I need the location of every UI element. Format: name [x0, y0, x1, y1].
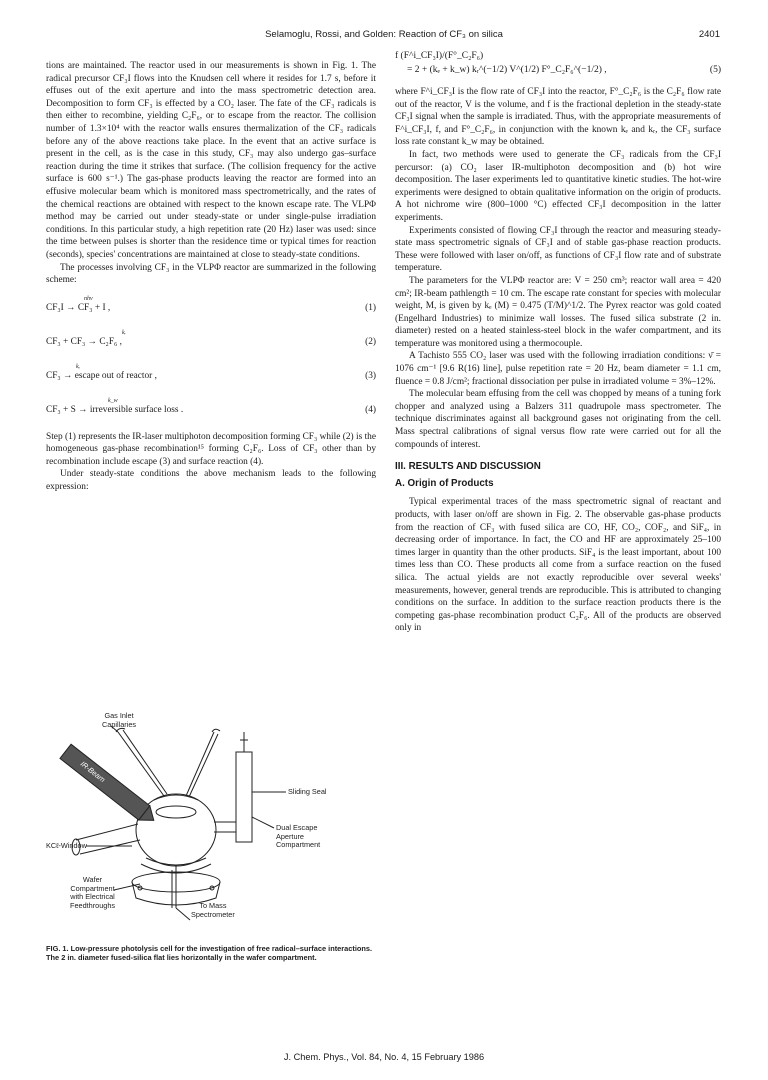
label-ir-beam: IR-Beam [78, 759, 107, 785]
equation-text: f (F^i_CF₃I)/(F°_C₂F₆) [395, 51, 484, 61]
paragraph: The processes involving CF₃ in the VLPΦ reactor are summarized in the following scheme: [46, 262, 376, 286]
label-dual-escape: Dual Escape Aperture Compartment [276, 823, 321, 849]
equation-arrow-label: k_w [108, 397, 118, 404]
left-column [46, 60, 376, 494]
equation-5 [395, 50, 721, 84]
figure-1 [46, 712, 376, 922]
paragraph: Experiments consisted of flowing CF₃I through the reactor and measuring steady-state mass spectrometric signals of CF₃I and of stable gas-phase reaction products. These were followed with laser on/off, as functions of CF₃I flow rate and of substrate temperature. [395, 225, 721, 274]
equation-4 [46, 398, 376, 420]
equation-number: (1) [365, 302, 376, 313]
label-kcl-window: KCℓ-Window [46, 841, 87, 850]
equation-number: (2) [365, 336, 376, 347]
page-number: 2401 [698, 29, 720, 40]
journal-footer: J. Chem. Phys., Vol. 84, No. 4, 15 February 1986 [283, 1052, 485, 1062]
equation-number: (4) [365, 404, 376, 415]
right-column [395, 50, 721, 635]
paragraph: Step (1) represents the IR-laser multiphoton decomposition forming CF₃ while (2) is the homogeneous gas-phase recombination¹⁵ forming C₂F₆. Loss of CF₃ other than by recombination include escape (3) and surface reaction (4). [46, 431, 376, 467]
paragraph: Under steady-state conditions the above mechanism leads to the following expression: [46, 469, 376, 493]
paragraph: The molecular beam effusing from the cell was chopped by means of a tuning fork chopper and analyzed using a Balzers 311 quadrupole mass spectrometer. The technique discriminates against all background gases not originating from the cell. Mass spectral calibrations of signal versus flow rate were carried out for all the compounds of interest. [395, 389, 721, 450]
equation-2 [46, 330, 376, 352]
paragraph: The parameters for the VLPΦ reactor are: V = 250 cm³; reactor wall area = 420 cm²; IR-beam pathlength = 10 cm. The escape rate constant for species with molecular weight, M, is given by kₑ (M) = 0.475 (T/M)^1/2. The Pyrex reactor was gold coated (Engelhard Industries) to minimize wall losses. The fused silica substrate (2 in. diameter) rested on a heated stainless-steel block in the wafer compartment, and its temperature was monitored using a thermocouple. [395, 275, 721, 349]
equation-number: (3) [365, 370, 376, 381]
figure-caption: FIG. 1. Low-pressure photolysis cell for the investigation of free radical–surface interactions. The 2 in. diameter fused-silica flat lies horizontally in the wafer compartment. [46, 944, 373, 963]
section-heading: III. RESULTS AND DISCUSSION [395, 461, 541, 473]
paragraph: In fact, two methods were used to generate the CF₃ radicals from the CF₃I percursor: (a) CO₂ laser IR-multiphoton decomposition and (b) hot wire decomposition. The laser experiments led to quantitative kinetic studies. The hot-wire experiments were designed to obtain qualitative information on the origin of products. A hot nichrome wire (800–1000 °C) effected CF₃I decomposition in the latter experiments. [395, 149, 721, 223]
equation-1 [46, 296, 376, 318]
paragraph: Typical experimental traces of the mass spectrometric signal of reactant and products, with laser on/off are shown in Fig. 2. The observable gas-phase products from the reaction of CF₃ with fused silica are CO, HF, CO₂, COF₂, and SiF₄, in decreasing order of importance. In fact, the CO and HF are approximately 25–100 times larger in quantity than the other products. SiF₄ is the least important, about 100 times less than CO. These products all come from a surface reaction on the fused silica. The actual yields are not exactly reproducible over several weeks' measurements, however, general trends are reproducible. This is attributed to changing conditions on the surface. In addition to the surface reaction products there is the competing gas-phase recombination product C₂F₆. All of the products are observed only in [395, 497, 721, 634]
label-wafer-compartment: Wafer Compartment with Electrical Feedthroughs [70, 875, 116, 910]
equation-text: = 2 + (kₑ + k_w) kᵣ^(−1/2) V^(1/2) F°_C₂F₆^(−1/2) , [407, 65, 607, 75]
running-header-title: Selamoglu, Rossi, and Golden: Reaction of CF₃ on silica [265, 29, 503, 40]
label-gas-inlet: Gas Inlet Capillaries [102, 711, 137, 729]
equation-text: CF₃ + CF₃ → C₂F₆ , [46, 336, 122, 347]
label-sliding-seal: Sliding Seal [288, 787, 327, 796]
equation-text: CF₃ + S → irreversible surface loss . [46, 404, 184, 415]
equation-arrow-label: kᵣ [122, 329, 127, 336]
equation-text: CF₃I → CF₃ + I , [46, 302, 111, 313]
equation-text: CF₃ → escape out of reactor , [46, 370, 157, 381]
equation-arrow-label: nhν [84, 295, 93, 302]
label-to-mass: To Mass Spectrometer [191, 901, 235, 919]
paragraph: A Tachisto 555 CO₂ laser was used with the following irradiation conditions: ν̄ = 1076 cm⁻¹ [9.6 R(16) line], pulse repetition rate = 20 Hz, beam diameter = 1.1 cm, fluence = 0.8 J/cm²; fractional dissociation per pulse in irradiated volume = 3%–12%. [395, 351, 721, 387]
equation-3 [46, 364, 376, 386]
paragraph: where F^i_CF₃I is the flow rate of CF₃I into the reactor, F°_C₂F₆ is the C₂F₆ flow rate out of the reactor, V is the volume, and f is the fractional depletion in the steady-state CF₃I signal when the sample is irradiated. Thus, with the appropriate measurements of F^i_CF₃I, f, and F°_C₂F₆, in conjunction with the known kₑ and kᵣ, the CF₃ surface loss rate constant k_w may be obtained. [395, 87, 721, 148]
paragraph: tions are maintained. The reactor used in our measurements is shown in Fig. 1. The radical precursor CF₃I flows into the Knudsen cell where it resides for 1.7 s, before it effuses out of the exit aperture and into the mass spectrometric detection area. Decomposition to form CF₃ is effected by a CO₂ laser. The fate of the CF₃ radicals is then either to recombine, yielding C₂F₆, or to escape from the reactor. The collision number of 1.3×10⁴ with the reactor walls ensures thermalization of the CF₃ radicals before any of the above reactions take place. In the event that an active surface is present in the cell, as is the case in this study, CF₃ may also undergo gas–surface reaction during the time it strikes that surface. (The collision frequency for the active surface is 600 s⁻¹.) The gas-phase products leaving the reactor are formed into an effusive molecular beam which is monitored mass spectrometrically, and the rates of the chemical reactions are obtained with respect to the known escape rate. The VLPΦ method may be carried out under steady-state or under single-pulse irradiation conditions. In this particular study, a high repetition rate (20 Hz) laser was used: since the time between pulses is shorter than the residence time or typical times for reaction (seconds), species' concentrations are maintained at close to steady-state conditions. [46, 61, 376, 260]
subsection-heading: A. Origin of Products [395, 477, 494, 489]
equation-number: (5) [709, 65, 721, 75]
equation-arrow-label: kₑ [76, 363, 81, 370]
